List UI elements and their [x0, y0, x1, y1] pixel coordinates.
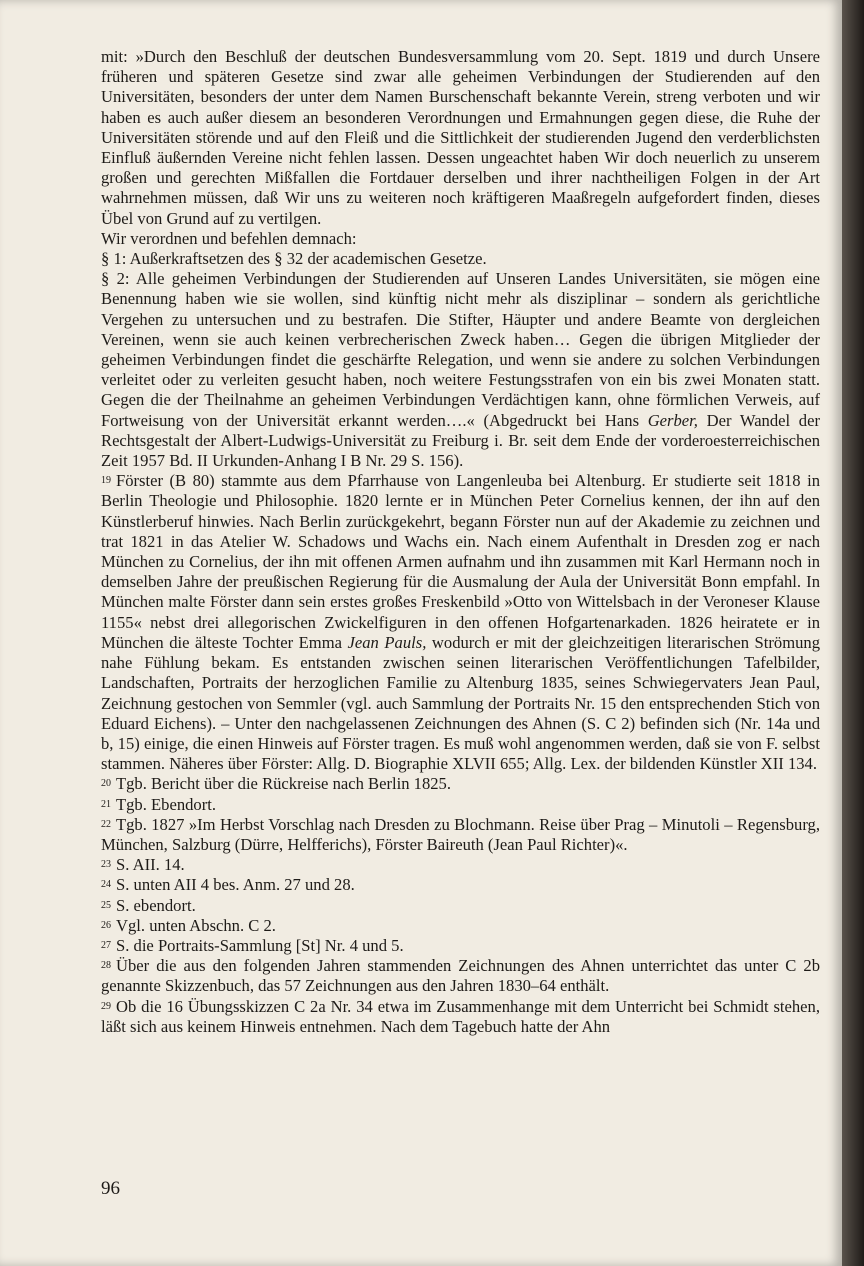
footnote-19: 19 Förster (B 80) stammte aus dem Pfarrhause von Langenleuba bei Altenburg. Er studierte seit 1818 in Berlin Theologie und Philosophie. 1820 lernte er in München Peter Cornelius kennen, der ihn auf den Künstlerberuf hinwies. Nach Berlin zurückgekehrt, begann Förster nun auf der Akademie zu zeichnen und trat 1821 in das Atelier W. Schadows und Wachs ein. Nach einem Aufenthalt in Dresden zog er nach München zu Cornelius, der ihn mit offenen Armen aufnahm und ihn zusammen mit Karl Hermann noch in demselben Jahre der preußischen Regierung für die Ausmalung der Aula der Universität Bonn empfahl. In München malte Förster dann sein erstes großes Freskenbild »Otto von Wittelsbach in der Veroneser Klause 1155« nebst drei allegorischen Zwickelfiguren in den offenen Hofgartenarkaden. 1826 heiratete er in München die älteste Tochter Emma Jean Pauls, wodurch er mit der gleichzeitigen literarischen Strömung nahe Fühlung bekam. Es entstanden zwischen seinen literarischen Veröffentlichungen Tafelbilder, Landschaften, Portraits der herzoglichen Familie zu Altenburg 1835, seines Schwiegervaters Jean Paul, Zeichnung gestochen von Semmler (vgl. auch Sammlung der Portraits Nr. 15 den entsprechenden Stich von Eduard Eichens). – Unter den nachgelassenen Zeichnungen des Ahnen (S. C 2) befinden sich (Nr. 14a und b, 15) einige, die einen Hinweis auf Förster tragen. Es muß wohl angenommen werden, daß sie von F. selbst stammen. Näheres über Förster: Allg. D. Biographie XLVII 655; Allg. Lex. der bildenden Künstler XII 134. [101, 471, 820, 774]
decree-quote: mit: »Durch den Beschluß der deutschen Bundesversammlung vom 20. Sept. 1819 und durch Unsere früheren und späteren Gesetze sind zwar alle geheimen Verbindungen der Studierenden auf den Universitäten, besonders der unter dem Namen Burschenschaft bekannte Verein, streng verboten und wir haben es auch außer diesem an besonderen Verordnungen und Ermahnungen gegen diese, die Ruhe der Universitäten störende und auf den Fleiß und die Sittlichkeit der studierenden Jugend den verderblichsten Einfluß äußernden Vereine nicht fehlen lassen. Dessen ungeachtet haben Wir doch neuerlich zu unserem großen und gerechten Mißfallen die Fortdauer derselben und ihrer nachtheiligen Folgen in der Art wahrnehmen müssen, daß Wir uns zu weiteren noch kräftigeren Maaßregeln aufgefordert finden, dieses Übel von Grund auf zu vertilgen. [101, 47, 820, 228]
footnote-24: 24 S. unten AII 4 bes. Anm. 27 und 28. [101, 875, 355, 895]
footnote-29: 29 Ob die 16 Übungsskizzen C 2a Nr. 34 etwa im Zusammenhange mit dem Unterricht bei Schmidt stehen, läßt sich aus keinem Hinweis entnehmen. Nach dem Tagebuch hatte der Ahn [101, 996, 820, 1036]
italic-name: Jean Pauls, [347, 632, 427, 652]
decree-section-2: § 2: Alle geheimen Verbindungen der Studierenden auf Unseren Landes Universitäten, sie mögen eine Benennung haben wie sie wollen, sind künftig nicht mehr als disziplinar – sondern als gerichtliche Vergehen zu untersuchen und zu bestrafen. Die Stifter, Häupter und andere Beamte von dergleichen Vereinen, wenn sie auch keinen verbrecherischen Zweck haben… Gegen die übrigen Mitglieder der geheimen Verbindungen findet die geschärfte Relegation, und wenn sie andere zu solchen Verbindungen verleitet oder zu verleiten gesucht haben, noch weitere Festungsstrafen von ein bis zwei Monaten statt. Gegen die der Theilnahme an geheimen Verbindungen Verdächtigen kann, ohne förmlichen Verweis, auf Fortweisung von der Universität erkannt werden….« (Abgedruckt bei Hans Gerber, Der Wandel der Rechtsgestalt der Albert-Ludwigs-Universität zu Freiburg i. Br. seit dem Ende der vorderoesterreichischen Zeit 1957 Bd. II Urkunden-Anhang I B Nr. 29 S. 156). [101, 269, 820, 471]
footnote-number: 25 [101, 899, 111, 911]
footnote-number: 27 [101, 939, 111, 951]
decree-order-line: Wir verordnen und befehlen demnach: [101, 228, 357, 248]
decree-section-1: § 1: Außerkraftsetzen des § 32 der academischen Gesetze. [101, 249, 487, 269]
footnote-21: 21 Tgb. Ebendort. [101, 794, 217, 814]
footnote-26: 26 Vgl. unten Abschn. C 2. [101, 915, 276, 935]
footnote-number: 29 [101, 1000, 111, 1012]
footnote-number: 26 [101, 919, 111, 931]
footnote-23: 23 S. AII. 14. [101, 855, 185, 875]
footnote-22: 22 Tgb. 1827 »Im Herbst Vorschlag nach Dresden zu Blochmann. Reise über Prag – Minutoli – Regensburg, München, Salzburg (Dürre, Helfferichs), Förster Baireuth (Jean Paul Richter)«. [101, 814, 820, 854]
footnote-28: 28 Über die aus den folgenden Jahren stammenden Zeichnungen des Ahnen unterrichtet das unter C 2b genannte Skizzenbuch, das 57 Zeichnungen aus den Jahren 1830–64 enthält. [101, 956, 820, 996]
footnote-27: 27 S. die Portraits-Sammlung [St] Nr. 4 und 5. [101, 935, 404, 955]
book-spine-edge [842, 0, 864, 1266]
footnote-number: 19 [101, 475, 111, 487]
page-body [101, 47, 820, 1037]
footnote-number: 23 [101, 859, 111, 871]
footnote-number: 22 [101, 818, 111, 830]
author-name: Gerber, [647, 410, 698, 430]
footnote-25: 25 S. ebendort. [101, 895, 196, 915]
footnote-number: 24 [101, 879, 111, 891]
footnote-20: 20 Tgb. Bericht über die Rückreise nach Berlin 1825. [101, 774, 452, 794]
footnote-number: 20 [101, 778, 111, 790]
page-number: 96 [101, 1178, 120, 1199]
footnote-number: 28 [101, 960, 111, 972]
footnote-number: 21 [101, 798, 111, 810]
